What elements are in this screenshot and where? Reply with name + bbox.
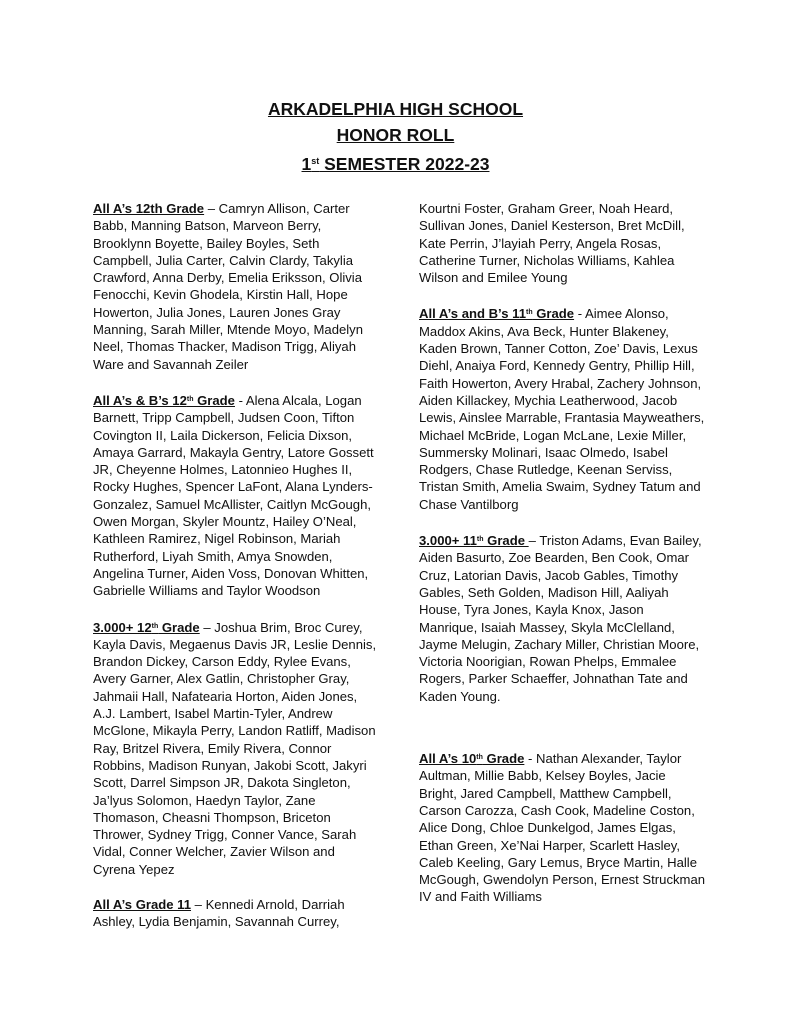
section-all-as-12th: [93, 200, 379, 373]
section-3000-12th: [93, 618, 379, 878]
heading-text: Grade: [482, 751, 525, 767]
section-all-as-10th: [419, 749, 705, 906]
heading-ordinal: th: [525, 309, 533, 317]
heading-text: All A’s and B’s 11: [419, 306, 526, 322]
student-names: – Triston Adams, Evan Bailey, Aiden Basurto, Zoe Bearden, Ben Cook, Omar Cruz, Latorian Davis, Jacob Gables, Timothy Gables, Seth Golden, Madison Hill, Aaliyah House, Tyra Jones, Kayla Knox, Jason Manrique, Isaiah Massey, Skyla McClelland, Jayme Melugin, Zachary Miller, Christian Moore, Victoria Noorigian, Rowan Phelps, Emmalee Rogers, Parker Schaeffer, Johnathan Tate and Kaden Young.: [419, 533, 702, 704]
heading-text: Grade: [483, 533, 529, 549]
semester-title: [0, 148, 791, 177]
section-all-as-11th-continued: [419, 200, 705, 286]
section-all-as-11th: [93, 896, 379, 931]
heading-ordinal: th: [151, 622, 159, 630]
section-heading: [419, 306, 574, 321]
page-header: [0, 96, 791, 177]
section-as-bs-12th: [93, 391, 379, 600]
heading-text: All A’s 10: [419, 751, 477, 767]
semester-number: 1: [301, 154, 312, 174]
heading-text: 3.000+ 12: [93, 619, 152, 635]
student-names: – Kennedi Arnold, Darriah Ashley, Lydia Benjamin, Savannah Currey,: [93, 896, 345, 930]
heading-text: 3.000+ 11: [419, 533, 477, 549]
school-name: ARKADELPHIA HIGH SCHOOL: [267, 99, 524, 119]
heading-ordinal: th: [476, 754, 483, 762]
student-names: - Aimee Alonso, Maddox Akins, Ava Beck, Hunter Blakeney, Kaden Brown, Tanner Cotton, Zoe’ Davis, Lexus Diehl, Anaiya Ford, Kennedy Gentry, Phillip Hill, Faith Howerton, Avery Hrabal, Zachery Johnson, Aiden Killackey, Mychia Leatherwood, Jacob Lewis, Ainslee Marrable, Frantasia Mayweathers, Michael McBride, Logan McLane, Lexie Miller, Summersky Molinari, Isaac Olmedo, Isabel Rodgers, Chase Rutledge, Keenan Serviss, Tristan Smith, Amelia Swaim, Sydney Tatum and Chase Vantilborg: [419, 306, 705, 512]
section-heading: [419, 751, 524, 766]
heading-text: Grade: [158, 619, 200, 635]
heading-text: All A’s & B’s 12: [93, 392, 187, 408]
heading-ordinal: th: [476, 536, 484, 544]
spacer: [419, 723, 705, 749]
student-names: – Camryn Allison, Carter Babb, Manning Batson, Marveon Berry, Brooklynn Boyette, Bailey Boyles, Seth Campbell, Julia Carter, Calvin Clardy, Takylia Crawford, Anna Derby, Emelia Eriksson, Olivia Fenocchi, Kevin Ghodela, Kirstin Hall, Hope Howerton, Julia Jones, Lauren Jones Gray Manning, Sarah Miller, Mtende Moyo, Madelyn Neel, Thomas Thacker, Madison Trigg, Aliyah Ware and Savannah Zeiler: [93, 201, 364, 372]
heading-text: Grade: [532, 306, 575, 322]
student-names: – Joshua Brim, Broc Curey, Kayla Davis, Megaenus Davis JR, Leslie Dennis, Brandon Dickey, Carson Eddy, Rylee Evans, Avery Garner, Alex Gatlin, Christopher Gray, Jahmaii Hall, Nafatearia Horton, Aiden Jones, A.J. Lambert, Isabel Martin-Tyler, Andrew McGlone, Mikayla Perry, Landon Ratliff, Madison Ray, Britzel Rivera, Emily Rivera, Connor Robbins, Madison Runyan, Jakobi Scott, Jakyri Scott, Darrel Simpson JR, Dakota Singleton, Ja’lyus Solomon, Haedyn Taylor, Zane Thomason, Cheasni Thompson, Briceton Thrower, Sydney Trigg, Conner Vance, Sarah Vidal, Conner Welcher, Zavier Wilson and Cyrena Yepez: [93, 619, 377, 877]
semester-ordinal: st: [311, 156, 320, 166]
student-names: Kourtni Foster, Graham Greer, Noah Heard, Sullivan Jones, Daniel Kesterson, Bret McDill, Kate Perrin, J’layiah Perry, Angela Rosas, Catherine Turner, Nicholas Williams, Kahlea Wilson and Emilee Young: [419, 201, 685, 286]
left-column: [93, 200, 379, 949]
section-heading: All A’s 12th Grade: [93, 201, 205, 216]
section-heading: [93, 620, 200, 635]
section-3000-11th: [419, 531, 705, 705]
section-heading: [419, 533, 529, 548]
section-heading: [93, 393, 235, 408]
student-names: - Alena Alcala, Logan Barnett, Tripp Campbell, Judsen Coon, Tifton Covington II, Laila Dickerson, Felicia Dixson, Amaya Garrard, Makayla Gentry, Latore Gossett JR, Cheyenne Holmes, Latonnieo Hughes II, Rocky Hughes, Spencer LaFont, Alana Lynders-Gonzalez, Samuel McAllister, Caitlyn McGough, Owen Morgan, Skyler Mountz, Hailey O’Neal, Kathleen Ramirez, Nigel Robinson, Mariah Rutherford, Liyah Smith, Amya Snowden, Angelina Turner, Aiden Voss, Donovan Whitten, Gabrielle Williams and Taylor Woodson: [93, 392, 374, 599]
section-heading: All A’s Grade 11: [93, 896, 192, 912]
right-column: [419, 200, 705, 924]
heading-ordinal: th: [186, 395, 194, 403]
page-title: HONOR ROLL: [336, 125, 455, 145]
semester-text: SEMESTER 2022-23: [319, 154, 490, 174]
section-as-bs-11th: [419, 304, 705, 513]
student-names: - Nathan Alexander, Taylor Aultman, Millie Babb, Kelsey Boyles, Jacie Bright, Jared Campbell, Matthew Campbell, Carson Carozza, Cash Cook, Madeline Coston, Alice Dong, Chloe Dunkelgod, James Elgas, Ethan Green, Xe’Nai Harper, Scarlett Hasley, Caleb Keeling, Gary Lemus, Bryce Martin, Halle McGough, Gwendolyn Person, Ernest Struckman IV and Faith Williams: [419, 751, 706, 905]
heading-text: Grade: [193, 392, 235, 408]
